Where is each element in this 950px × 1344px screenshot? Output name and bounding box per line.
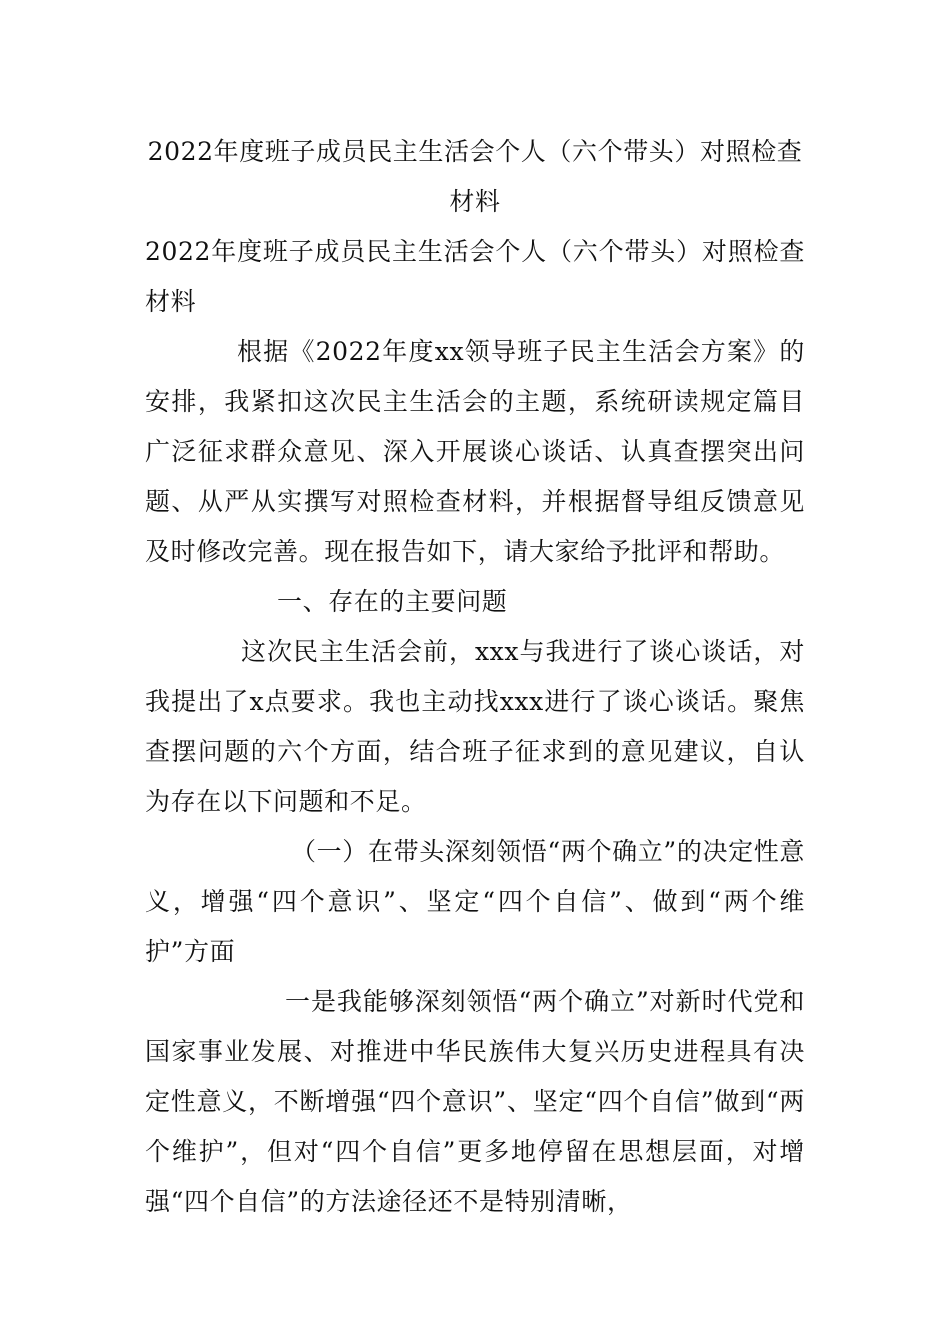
paragraph-point-1: 一是我能够深刻领悟“两个确立”对新时代党和国家事业发展、对推进中华民族伟大复兴历史进程具有决定性意义，不断增强“四个意识”、坚定“四个自信”做到“两个维护”，但对“四个自信”更多地停留在思想层面，对增强“四个自信”的方法途径还不是特别清晰， (145, 987, 805, 1216)
document-title-repeat: 2022年度班子成员民主生活会个人（六个带头）对照检查材料 (145, 237, 805, 316)
paragraph-talks: 这次民主生活会前，xxx与我进行了谈心谈话，对我提出了x点要求。我也主动找xxx进行了谈心谈话。聚焦查摆问题的六个方面，结合班子征求到的意见建议，自认为存在以下问题和不足。 (145, 637, 805, 816)
document-title: 2022年度班子成员民主生活会个人（六个带头）对照检查材料 (147, 137, 803, 216)
document-body (145, 127, 805, 1227)
subsection-heading-1: （一）在带头深刻领悟“两个确立”的决定性意义，增强“四个意识”、坚定“四个自信”、做到“两个维护”方面 (145, 837, 805, 966)
section-heading-problems: 一、存在的主要问题 (277, 587, 508, 616)
intro-paragraph: 根据《2022年度xx领导班子民主生活会方案》的安排，我紧扣这次民主生活会的主题，系统研读规定篇目广泛征求群众意见、深入开展谈心谈话、认真查摆突出问题、从严从实撰写对照检查材料，并根据督导组反馈意见及时修改完善。现在报告如下，请大家给予批评和帮助。 (145, 337, 805, 566)
